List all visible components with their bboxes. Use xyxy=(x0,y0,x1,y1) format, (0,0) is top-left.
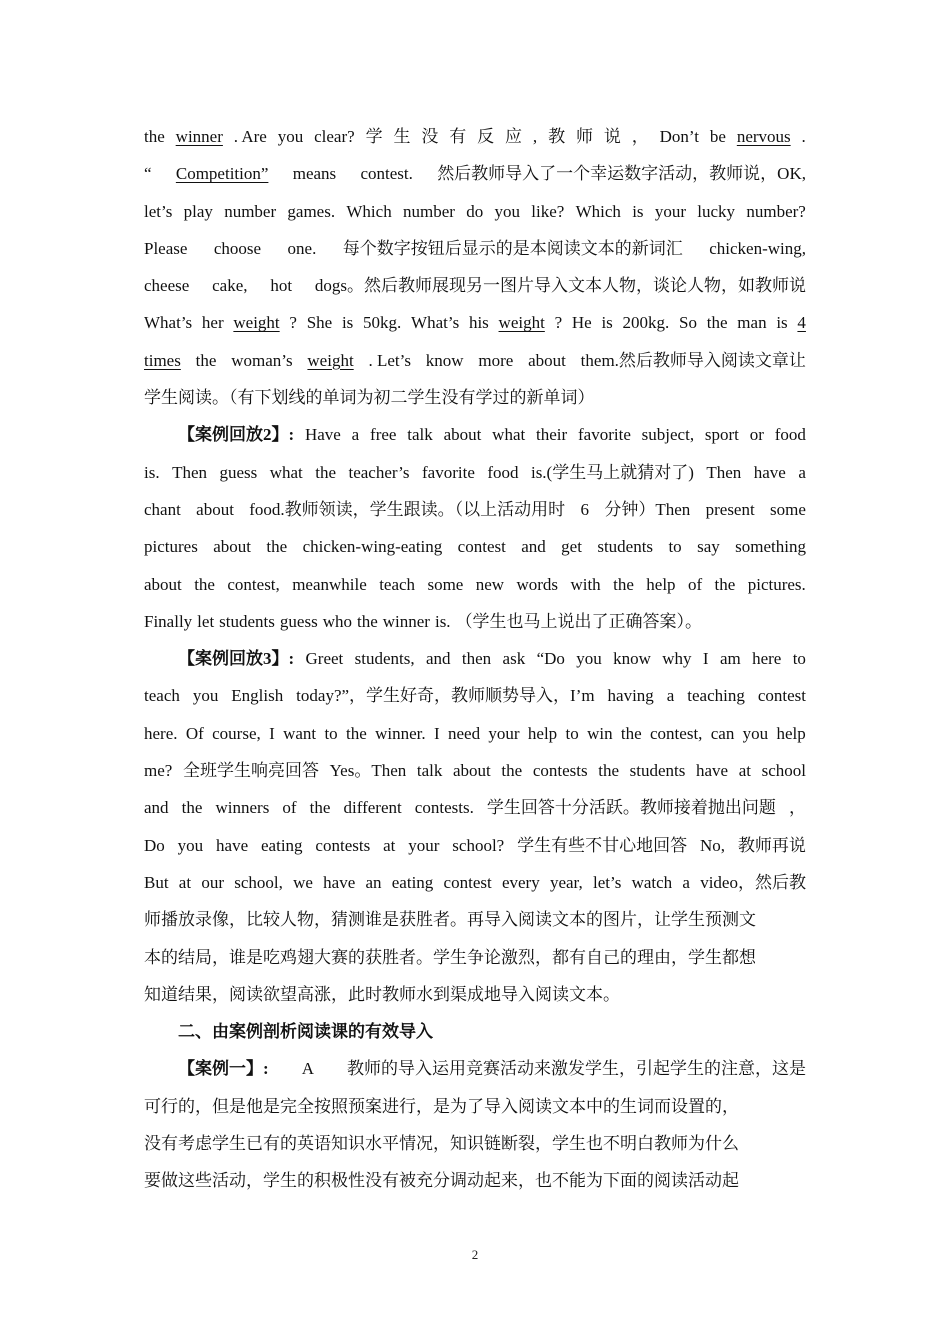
word: present xyxy=(705,499,755,519)
word: talk xyxy=(416,761,443,781)
text-line xyxy=(144,454,806,491)
word: or xyxy=(749,425,764,445)
word: more xyxy=(478,350,514,370)
word: meanwhile xyxy=(292,574,367,594)
word: Don’t xyxy=(659,127,699,146)
word: . xyxy=(801,127,806,146)
word: . Are xyxy=(233,127,267,146)
word: of xyxy=(282,798,297,818)
word: contests xyxy=(532,761,588,781)
word: “ xyxy=(144,164,152,184)
word: our xyxy=(201,872,224,892)
word: what xyxy=(492,425,526,445)
word: English xyxy=(231,686,284,706)
word: be xyxy=(709,127,726,146)
word: you xyxy=(494,201,520,221)
word: their xyxy=(536,425,568,445)
text-line xyxy=(144,976,806,1013)
word: cheese xyxy=(144,276,190,296)
word: But xyxy=(144,872,169,892)
text-line xyxy=(144,267,806,304)
text-line xyxy=(144,1162,806,1199)
word: the xyxy=(706,313,728,333)
word: at xyxy=(738,761,751,781)
analysis-1-paragraph xyxy=(144,1050,806,1199)
word: here. xyxy=(144,723,178,743)
word: the xyxy=(315,462,337,482)
text-line xyxy=(144,193,806,230)
word: favorite xyxy=(578,425,631,445)
word: let xyxy=(197,611,215,631)
word: 生 xyxy=(393,127,411,146)
word: her xyxy=(201,313,224,333)
word: why xyxy=(662,649,692,669)
word: you xyxy=(277,127,304,146)
text-line xyxy=(144,677,806,714)
word: about xyxy=(144,574,182,594)
word: students, xyxy=(354,649,415,669)
word: contest, xyxy=(227,574,280,594)
word: 学生阅读。（有下划线的单词为初二学生没有学过的新单词） xyxy=(144,388,595,408)
word: do xyxy=(466,201,484,221)
word: at xyxy=(178,872,192,892)
text-line xyxy=(144,230,806,267)
text-line xyxy=(144,901,806,938)
word: 【案例一】: xyxy=(178,1059,269,1079)
word: 说 xyxy=(603,127,621,146)
word: Of xyxy=(185,723,204,743)
word: every xyxy=(501,872,540,892)
text-line xyxy=(144,342,806,379)
case-3-paragraph xyxy=(144,640,806,1013)
word: is xyxy=(341,313,354,333)
text-line xyxy=(144,304,806,341)
word: help xyxy=(527,723,558,743)
word: favorite xyxy=(422,462,475,482)
underlined-word: winner xyxy=(175,127,223,146)
text-line xyxy=(144,379,806,416)
word: contest, xyxy=(650,723,703,743)
word: students xyxy=(629,761,686,781)
word: we xyxy=(293,872,313,892)
word: contest xyxy=(457,537,506,557)
word: of xyxy=(687,574,703,594)
word: 没有考虑学生已有的英语知识水平情况，知识链断裂，学生也不明白教师为什么 xyxy=(144,1134,739,1154)
word: chicken-wing, xyxy=(709,238,806,258)
word: say xyxy=(697,537,720,557)
word: talk xyxy=(407,425,433,445)
word: choose xyxy=(213,238,262,258)
word: your xyxy=(654,201,686,221)
word: A xyxy=(301,1059,314,1079)
word: Which xyxy=(575,201,621,221)
word: hot xyxy=(270,276,293,296)
word: lucky xyxy=(697,201,736,221)
word: dogs。然后教师展现另一图片导入文本人物，谈论人物，如教师说 xyxy=(314,276,806,296)
word: students xyxy=(597,537,654,557)
word: He xyxy=(571,313,592,333)
word: Then xyxy=(172,462,207,482)
word: number xyxy=(224,201,277,221)
word: at xyxy=(383,835,396,855)
word: different xyxy=(343,798,402,818)
text-line xyxy=(144,1050,806,1087)
word: 分钟）Then xyxy=(604,499,691,519)
word: cake, xyxy=(212,276,248,296)
text-line xyxy=(144,603,806,640)
word: let’s xyxy=(144,201,173,221)
word: the xyxy=(598,761,619,781)
word: a xyxy=(351,425,360,445)
word: some xyxy=(770,499,806,519)
section-heading xyxy=(144,1013,806,1050)
word: 学生回答十分活跃。教师接着抛出问题 xyxy=(486,798,776,818)
text-line xyxy=(144,491,806,528)
text-line xyxy=(144,1125,806,1162)
word: about xyxy=(213,537,251,557)
word: subject, xyxy=(641,425,695,445)
word: winners xyxy=(215,798,270,818)
word: ask xyxy=(502,649,526,669)
body-text xyxy=(144,118,806,1200)
word: course, xyxy=(212,723,261,743)
word: number xyxy=(402,201,455,221)
word: 有 xyxy=(449,127,467,146)
word: about xyxy=(196,499,234,519)
word: here xyxy=(752,649,782,669)
word: is. xyxy=(434,611,451,631)
underlined-word: 4 xyxy=(797,313,806,333)
word: what xyxy=(269,462,303,482)
word: the xyxy=(266,537,288,557)
word: new xyxy=(475,574,505,594)
word: is xyxy=(632,201,644,221)
section-heading-text: 二、由案例剖析阅读课的有效导入 xyxy=(178,1022,433,1042)
word: with xyxy=(570,574,601,594)
word: chant xyxy=(144,499,181,519)
word: one. xyxy=(287,238,317,258)
underlined-word: weight xyxy=(233,313,280,333)
text-line xyxy=(144,752,806,789)
word: teaching xyxy=(687,686,745,706)
word: winner xyxy=(382,611,430,631)
word: know xyxy=(613,649,651,669)
word: some xyxy=(427,574,464,594)
word: 师播放录像，比较人物，猜测谁是获胜者。再导入阅读文本的图片，让学生预测文 xyxy=(144,910,756,930)
word: She xyxy=(306,313,333,333)
word: the xyxy=(620,723,642,743)
text-line xyxy=(144,528,806,565)
word: 反 xyxy=(477,127,495,146)
word: 6 xyxy=(580,499,590,519)
word: who xyxy=(322,611,352,631)
word: No, xyxy=(699,835,725,855)
word: teacher’s xyxy=(348,462,410,482)
word: your xyxy=(408,835,440,855)
word: 教 xyxy=(548,127,566,146)
word: having xyxy=(607,686,654,706)
word: the xyxy=(181,798,203,818)
word: woman’s xyxy=(231,350,293,370)
word: pictures xyxy=(144,537,198,557)
word: is.(学生马上就猜对了) xyxy=(530,462,694,482)
word: year, xyxy=(549,872,583,892)
word: food.教师领读，学生跟读。（以上活动用时 xyxy=(249,499,566,519)
word: 本的结局，谁是吃鸡翅大赛的获胜者。学生争论激烈，都有自己的理由，学生都想 xyxy=(144,947,756,967)
word: the xyxy=(144,127,165,146)
word: “Do xyxy=(536,649,565,669)
word: a xyxy=(798,462,806,482)
word: to xyxy=(324,723,338,743)
word: let’s xyxy=(593,872,622,892)
word: What’s xyxy=(411,313,460,333)
paragraph-continued xyxy=(144,118,806,416)
word: contest xyxy=(443,872,492,892)
word: the xyxy=(309,798,331,818)
word: school, xyxy=(234,872,283,892)
word: Finally xyxy=(144,611,193,631)
word: eating xyxy=(261,835,303,855)
word: ? xyxy=(289,313,297,333)
word: to xyxy=(792,649,806,669)
word: ? xyxy=(554,313,563,333)
word: need xyxy=(447,723,481,743)
word: . Let’s xyxy=(368,350,411,370)
word: your xyxy=(488,723,520,743)
word: I xyxy=(269,723,275,743)
word: 50kg. xyxy=(363,313,402,333)
word: like? xyxy=(531,201,565,221)
word: Greet xyxy=(305,649,344,669)
word: you xyxy=(742,723,769,743)
word: the xyxy=(714,574,736,594)
word: school? xyxy=(452,835,505,855)
word: the xyxy=(195,350,217,370)
word: 教师的导入运用竞赛活动来激发学生，引起学生的注意，这是 xyxy=(346,1059,806,1079)
word: 每个数字按钮后显示的是本阅读文本的新词汇 xyxy=(342,238,683,258)
word: the xyxy=(613,574,634,594)
text-line xyxy=(144,939,806,976)
word: is xyxy=(601,313,613,333)
underlined-word: Competition” xyxy=(175,164,269,184)
word: winner. xyxy=(375,723,426,743)
text-line xyxy=(144,864,806,901)
word: contests xyxy=(315,835,371,855)
word: contest xyxy=(757,686,806,706)
word: Please xyxy=(144,238,188,258)
word: play xyxy=(183,201,213,221)
word: have xyxy=(753,462,786,482)
word: get xyxy=(561,537,582,557)
word: have xyxy=(216,835,249,855)
case-2-paragraph xyxy=(144,416,806,640)
word: number? xyxy=(746,201,806,221)
word: to xyxy=(565,723,579,743)
text-line xyxy=(144,1088,806,1125)
word: his xyxy=(468,313,489,333)
word: the xyxy=(346,723,367,743)
word: the xyxy=(356,611,378,631)
word: So xyxy=(679,313,698,333)
text-line xyxy=(144,118,806,155)
word: means xyxy=(292,164,337,184)
word: 教师再说 xyxy=(737,835,806,855)
word: teach xyxy=(144,686,180,706)
word: me? xyxy=(144,761,173,781)
word: help xyxy=(776,723,806,743)
word: them.然后教师导入阅读文章让 xyxy=(580,350,806,370)
underlined-word: weight xyxy=(307,350,354,370)
word: a xyxy=(682,872,690,892)
word: contest. xyxy=(360,164,413,184)
word: to xyxy=(668,537,682,557)
word: pictures. xyxy=(747,574,806,594)
word: What’s xyxy=(144,313,193,333)
word: an xyxy=(365,872,382,892)
word: you xyxy=(192,686,219,706)
word: 知道结果，阅读欲望高涨，此时教师水到渠成地导入阅读文本。 xyxy=(144,984,620,1004)
word: 【案例回放3】: xyxy=(178,649,295,669)
word: the xyxy=(501,761,523,781)
word: food xyxy=(487,462,519,482)
word: 200kg. xyxy=(622,313,670,333)
text-line xyxy=(144,789,806,826)
word: today?”，学生好奇，教师顺势导入，I’m xyxy=(296,686,595,706)
underlined-word: weight xyxy=(498,313,545,333)
word: sport xyxy=(704,425,739,445)
word: want xyxy=(283,723,317,743)
word: is xyxy=(776,313,788,333)
word: have xyxy=(323,872,356,892)
word: video，然后教 xyxy=(700,872,806,892)
word: you xyxy=(576,649,602,669)
word: teach xyxy=(379,574,416,594)
word: ， xyxy=(631,127,649,146)
word: 学生有些不甘心地回答 xyxy=(517,835,688,855)
word: and xyxy=(144,798,169,818)
word: 【案例回放2】: xyxy=(178,425,295,445)
word: ， xyxy=(788,798,806,818)
word: Yes。Then xyxy=(329,761,407,781)
word: then xyxy=(461,649,492,669)
word: 要做这些活动，学生的积极性没有被充分调动起来，也不能为下面的阅读活动起 xyxy=(144,1171,739,1191)
word: 全班学生响亮回答 xyxy=(182,761,319,781)
text-line xyxy=(144,640,806,677)
word: about xyxy=(443,425,482,445)
word: school xyxy=(761,761,806,781)
word: and xyxy=(521,537,546,557)
word: I xyxy=(433,723,440,743)
text-line xyxy=(144,715,806,752)
word: Do xyxy=(144,835,165,855)
word: guess xyxy=(219,462,258,482)
word: help xyxy=(646,574,676,594)
word: 可行的，但是他是完全按照预案进行，是为了导入阅读文本中的生词而设置的， xyxy=(144,1096,739,1116)
word: 师 xyxy=(575,127,593,146)
word: win xyxy=(587,723,613,743)
word: know xyxy=(425,350,464,370)
word: chicken-wing-eating xyxy=(302,537,443,557)
text-line xyxy=(144,566,806,603)
word: Which xyxy=(346,201,392,221)
text-line xyxy=(144,827,806,864)
word: 学 xyxy=(365,127,383,146)
word: and xyxy=(426,649,451,669)
word: man xyxy=(737,313,767,333)
underlined-word: nervous xyxy=(736,127,791,146)
page-number: 2 xyxy=(471,1247,479,1262)
word: food xyxy=(774,425,806,445)
word: about xyxy=(528,350,566,370)
word: 应 xyxy=(505,127,523,146)
word: （学生也马上说出了正确答案）。 xyxy=(455,611,703,631)
word: I xyxy=(702,649,709,669)
word: 然后教师导入了一个幸运数字活动，教师说，OK, xyxy=(437,164,806,184)
word: games. xyxy=(287,201,336,221)
word: you xyxy=(177,835,204,855)
word: watch xyxy=(631,872,673,892)
word: a xyxy=(666,686,675,706)
word: clear? xyxy=(314,127,355,146)
word: the xyxy=(194,574,215,594)
word: eating xyxy=(391,872,434,892)
text-line xyxy=(144,416,806,453)
word: am xyxy=(719,649,741,669)
word: free xyxy=(370,425,397,445)
word: guess xyxy=(279,611,318,631)
word: Then xyxy=(706,462,742,482)
word: is. xyxy=(144,462,160,482)
word: words xyxy=(516,574,559,594)
word: 没 xyxy=(421,127,439,146)
word: Have xyxy=(304,425,341,445)
word: something xyxy=(735,537,806,557)
word: , xyxy=(532,127,538,146)
word: about xyxy=(453,761,491,781)
text-line xyxy=(144,155,806,192)
word: contests. xyxy=(414,798,474,818)
word: students xyxy=(219,611,275,631)
underlined-word: times xyxy=(144,350,181,370)
word: can xyxy=(710,723,735,743)
word: have xyxy=(695,761,729,781)
